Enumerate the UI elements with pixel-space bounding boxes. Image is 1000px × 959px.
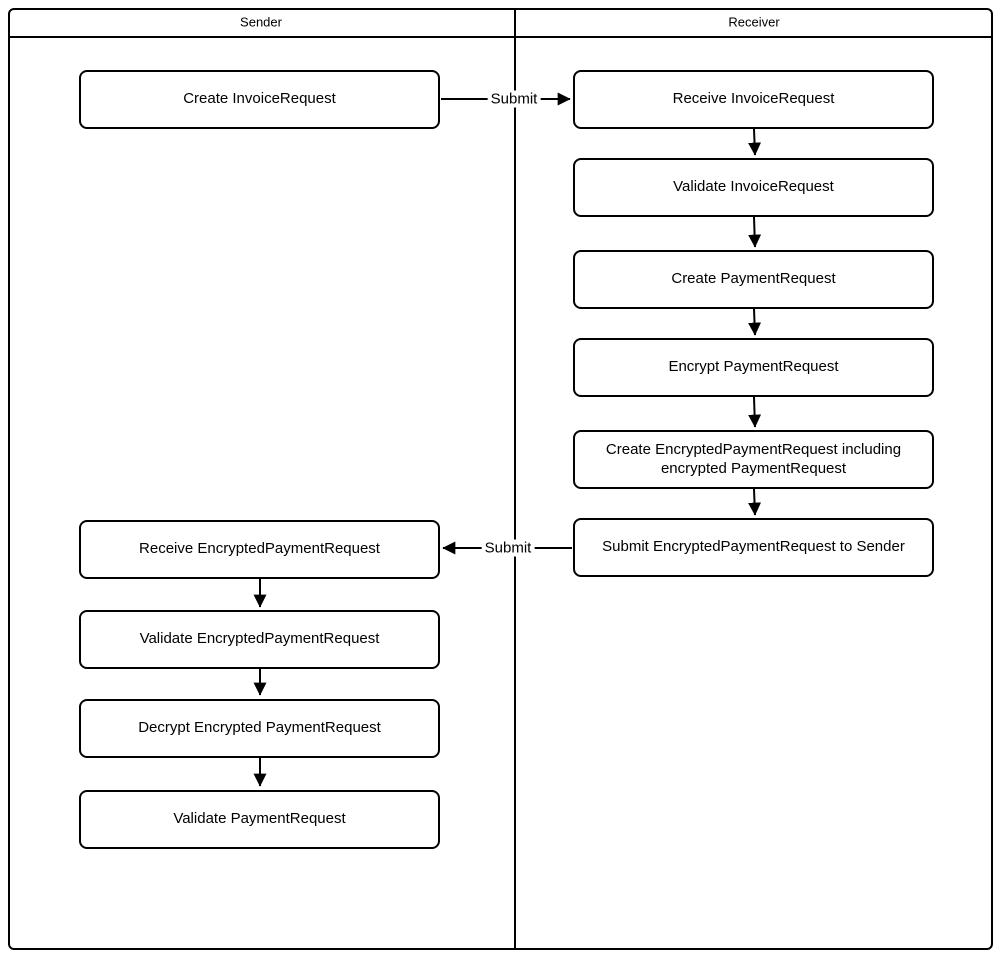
node-encrypt-paymentrequest: Encrypt PaymentRequest (573, 338, 934, 397)
lane-divider (514, 8, 516, 950)
node-validate-invoicerequest: Validate InvoiceRequest (573, 158, 934, 217)
edge-label-submit-invoicerequest: Submit (488, 91, 541, 108)
node-validate-encryptedpaymentrequest: Validate EncryptedPaymentRequest (79, 610, 440, 669)
node-validate-paymentrequest: Validate PaymentRequest (79, 790, 440, 849)
lane-header-separator (8, 36, 993, 38)
node-create-invoicerequest: Create InvoiceRequest (79, 70, 440, 129)
lane-title-sender: Sender (240, 14, 282, 30)
edge-label-submit-encryptedpaymentrequest: Submit (482, 540, 535, 557)
node-create-encryptedpaymentrequest: Create EncryptedPaymentRequest including encrypted PaymentRequest (573, 430, 934, 489)
lane-title-receiver: Receiver (728, 14, 780, 30)
node-receive-invoicerequest: Receive InvoiceRequest (573, 70, 934, 129)
node-submit-encryptedpaymentrequest-to-sender: Submit EncryptedPaymentRequest to Sender (573, 518, 934, 577)
node-decrypt-encrypted-paymentrequest: Decrypt Encrypted PaymentRequest (79, 699, 440, 758)
node-receive-encryptedpaymentrequest: Receive EncryptedPaymentRequest (79, 520, 440, 579)
node-create-paymentrequest: Create PaymentRequest (573, 250, 934, 309)
